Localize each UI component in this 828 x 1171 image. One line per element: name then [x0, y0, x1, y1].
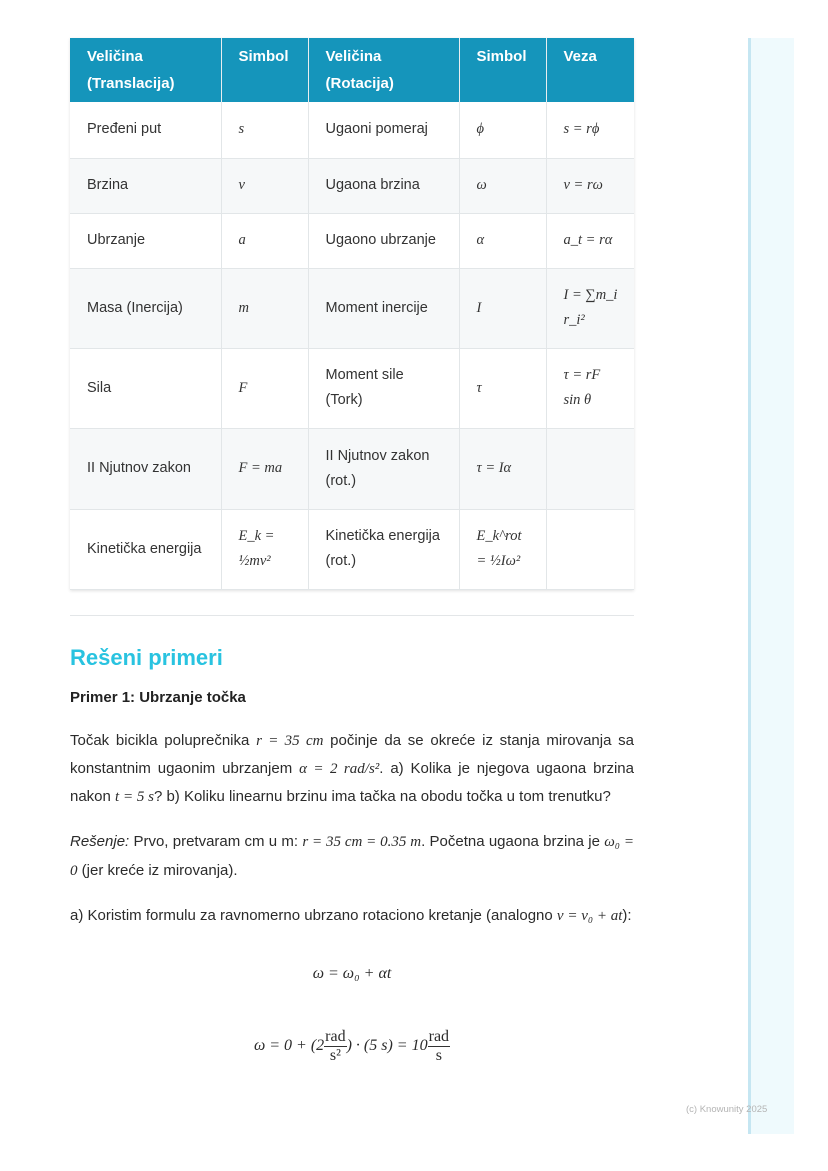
cell-rotation-symbol: α — [459, 213, 546, 268]
cell-translation-symbol: E_k = ½mv² — [221, 509, 308, 589]
header-translation-symbol: Simbol — [221, 38, 308, 102]
fraction: $\frac{\text{rad}}{s}$ — [428, 1028, 450, 1065]
cell-rotation-quantity: Ugaoni pomeraj — [308, 102, 459, 158]
step-a-paragraph: a) Koristim formulu za ravnomerno ubrzano rotaciono kretanje (analogno v = v₀ + at): — [70, 906, 632, 924]
cell-relation: τ = rF sin θ — [546, 348, 634, 428]
cell-relation: I = ∑m_i r_i² — [546, 268, 634, 348]
cell-rotation-symbol: I — [459, 268, 546, 348]
fraction: $\frac{\text{rad}}{\text{s²}}$ — [325, 1028, 346, 1065]
math-inline: r = 35 cm — [256, 732, 324, 749]
cell-rotation-symbol: E_k^rot = ½Iω² — [459, 509, 546, 589]
cell-rotation-quantity: Moment sile (Tork) — [308, 348, 459, 428]
copyright-text: (c) Knowunity 2025 — [686, 1104, 768, 1115]
header-rotation-quantity: Veličina (Rotacija) — [308, 38, 459, 102]
cell-translation-symbol: s — [221, 102, 308, 158]
cell-relation — [546, 509, 634, 589]
math-inline: r = 35 cm = 0.35 m — [302, 834, 422, 851]
cell-rotation-quantity: Kinetička energija (rot.) — [308, 509, 459, 589]
header-rotation-symbol: Simbol — [459, 38, 546, 102]
cell-rotation-symbol: ω — [459, 158, 546, 213]
table-header-row — [70, 38, 634, 102]
table-row — [70, 268, 634, 348]
right-sidebar — [748, 38, 794, 1134]
cell-rotation-quantity: II Njutnov zakon (rot.) — [308, 428, 459, 509]
cell-translation-symbol: v — [221, 158, 308, 213]
cell-translation-symbol: m — [221, 268, 308, 348]
header-relation: Veza — [546, 38, 634, 102]
cell-rotation-symbol: τ — [459, 348, 546, 428]
section-heading: Rešeni primeri — [70, 644, 223, 670]
cell-relation — [546, 428, 634, 509]
formula-omega-computation: ω = 0 + (2 $\frac{\text{rad}}{\text{s²}}$ ) · (5 s) = 10 $\frac{\text{rad}}{s}$ — [253, 1028, 450, 1065]
table-row — [70, 348, 634, 428]
solution-paragraph: Rešenje: Prvo, pretvaram cm u m: r = 35 cm = 0.35 m. Početna ugaona brzina je ω₀ = 0 (jer kreće iz mirovanja). — [70, 833, 634, 879]
math-inline: v = v₀ + at — [556, 907, 623, 924]
problem-paragraph: Točak bicikla poluprečnika r = 35 cm počinje da se okreće iz stanja mirovanja sa konstantnim ugaonim ubrzanjem α = 2 rad/s². a) Kolika je njegova ugaona brzina nakon t = 5 s? b) Koliku linearnu brzinu ima tačka na obodu točka u tom trenutku? — [70, 731, 634, 806]
math-inline: ω₀ = 0 — [70, 834, 634, 879]
cell-translation-symbol: a — [221, 213, 308, 268]
cell-translation-quantity: Sila — [70, 348, 221, 428]
solution-label: Rešenje: — [70, 833, 130, 851]
comparison-table — [70, 38, 634, 590]
table-row — [70, 102, 634, 158]
cell-translation-quantity: II Njutnov zakon — [70, 428, 221, 509]
cell-rotation-symbol: ϕ — [459, 102, 546, 158]
cell-translation-quantity: Brzina — [70, 158, 221, 213]
cell-relation: a_t = rα — [546, 213, 634, 268]
cell-rotation-quantity: Ugaona brzina — [308, 158, 459, 213]
cell-relation: v = rω — [546, 158, 634, 213]
table-row — [70, 158, 634, 213]
math-inline: t = 5 s — [115, 789, 154, 806]
cell-rotation-quantity: Ugaono ubrzanje — [308, 213, 459, 268]
cell-translation-symbol: F = ma — [221, 428, 308, 509]
header-translation-quantity: Veličina (Translacija) — [70, 38, 221, 102]
cell-rotation-quantity: Moment inercije — [308, 268, 459, 348]
cell-translation-quantity: Kinetička energija — [70, 509, 221, 589]
cell-translation-quantity: Pređeni put — [70, 102, 221, 158]
table-row — [70, 509, 634, 589]
cell-rotation-symbol: τ = Iα — [459, 428, 546, 509]
table-row — [70, 428, 634, 509]
formula-omega: ω = ω₀ + αt — [312, 965, 392, 983]
section-divider — [70, 615, 634, 616]
cell-translation-quantity: Ubrzanje — [70, 213, 221, 268]
example-title: Primer 1: Ubrzanje točka — [70, 688, 246, 706]
table-row — [70, 213, 634, 268]
cell-translation-symbol: F — [221, 348, 308, 428]
document-content — [70, 38, 634, 1065]
math-inline: α = 2 rad/s² — [299, 760, 380, 777]
cell-translation-quantity: Masa (Inercija) — [70, 268, 221, 348]
cell-relation: s = rϕ — [546, 102, 634, 158]
